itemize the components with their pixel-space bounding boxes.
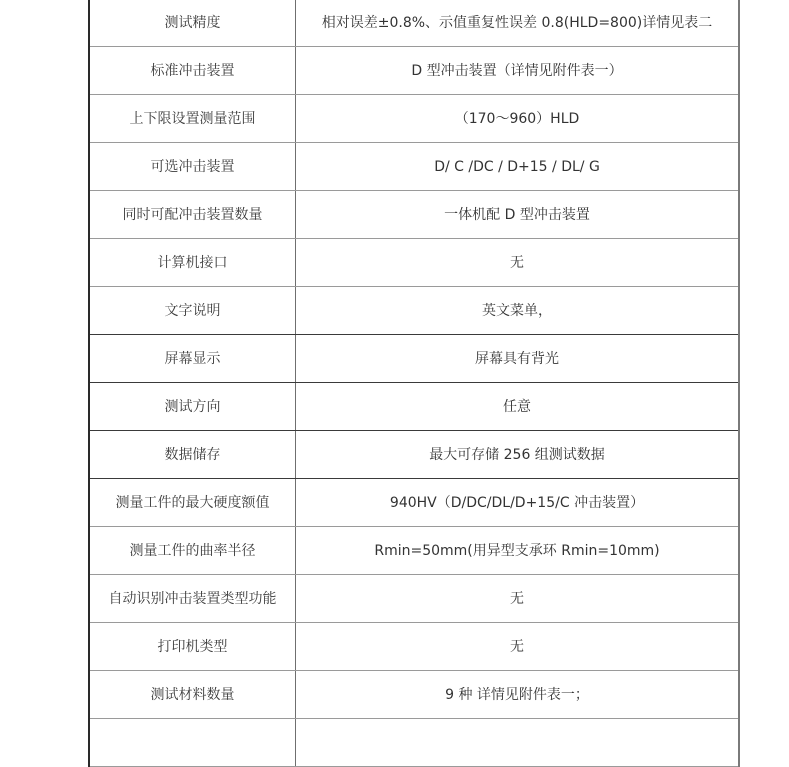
row-label: 上下限设置测量范围 [89, 95, 296, 143]
row-label: 可选冲击装置 [89, 143, 296, 191]
row-value: Rmin=50mm(用异型支承环 Rmin=10mm) [296, 527, 740, 575]
row-label: 标准冲击装置 [89, 47, 296, 95]
row-label: 测量工件的最大硬度额值 [89, 479, 296, 527]
table-row [89, 0, 739, 47]
table-row [89, 239, 739, 287]
table-row [89, 191, 739, 239]
row-value: 一体机配 D 型冲击装置 [296, 191, 740, 239]
row-value: 英文菜单， [296, 287, 740, 335]
row-label: 同时可配冲击装置数量 [89, 191, 296, 239]
row-label: 测试精度 [89, 0, 296, 47]
table-row [89, 575, 739, 623]
row-value [296, 719, 740, 767]
row-label: 文字说明 [89, 287, 296, 335]
row-label: 屏幕显示 [89, 335, 296, 383]
row-value: （170～960）HLD [296, 95, 740, 143]
table-row [89, 95, 739, 143]
row-value: 最大可存储 256 组测试数据 [296, 431, 740, 479]
table-row [89, 143, 739, 191]
row-label: 测试材料数量 [89, 671, 296, 719]
row-label: 测量工件的曲率半径 [89, 527, 296, 575]
row-value: 9 种 详情见附件表一； [296, 671, 740, 719]
row-value: D/ C /DC / D+15 / DL/ G [296, 143, 740, 191]
table-row [89, 719, 739, 767]
row-label [89, 719, 296, 767]
table-row [89, 431, 739, 479]
table-row [89, 527, 739, 575]
row-value: 任意 [296, 383, 740, 431]
row-value: 无 [296, 575, 740, 623]
row-label: 打印机类型 [89, 623, 296, 671]
row-value: 相对误差±0.8%、示值重复性误差 0.8(HLD=800)详情见表二 [296, 0, 740, 47]
table-row [89, 335, 739, 383]
row-label: 计算机接口 [89, 239, 296, 287]
table-row [89, 383, 739, 431]
spec-table [88, 0, 740, 767]
row-value: 940HV（D/DC/DL/D+15/C 冲击装置） [296, 479, 740, 527]
table-row [89, 671, 739, 719]
row-value: D 型冲击装置（详情见附件表一） [296, 47, 740, 95]
row-value: 无 [296, 239, 740, 287]
row-value: 屏幕具有背光 [296, 335, 740, 383]
row-value: 无 [296, 623, 740, 671]
table-row [89, 623, 739, 671]
table-row [89, 287, 739, 335]
row-label: 自动识别冲击装置类型功能 [89, 575, 296, 623]
row-label: 测试方向 [89, 383, 296, 431]
table-row [89, 47, 739, 95]
row-label: 数据储存 [89, 431, 296, 479]
table-row [89, 479, 739, 527]
